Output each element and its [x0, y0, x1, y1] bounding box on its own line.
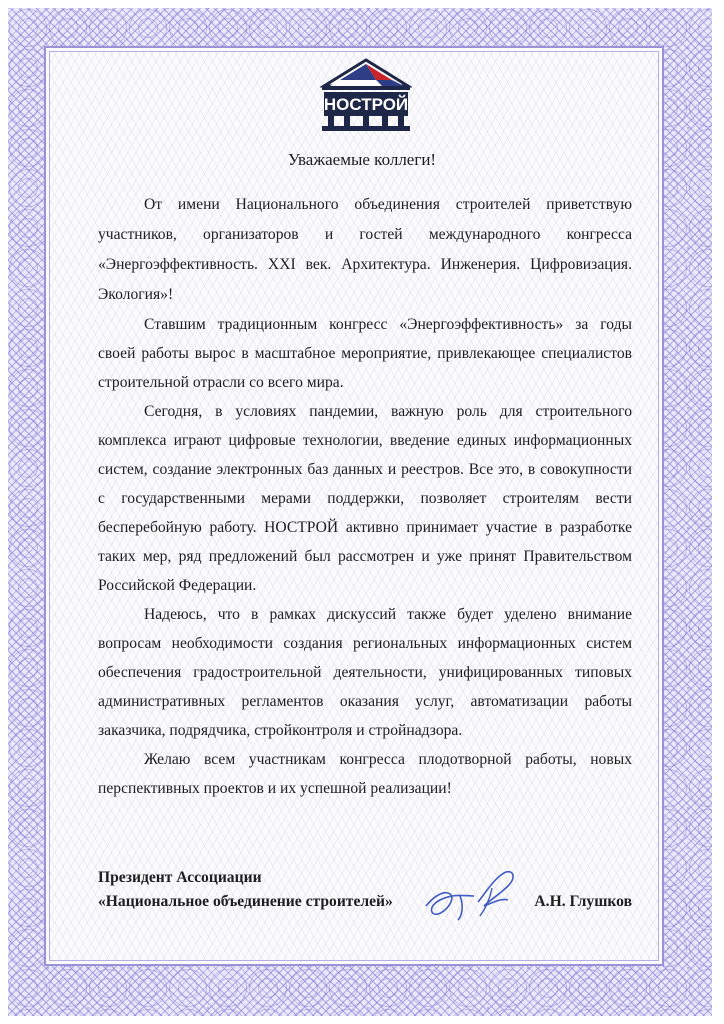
greeting: Уважаемые коллеги! [287, 150, 437, 169]
paragraph-congress: Ставшим традиционным конгресс «Энергоэффективность» за годы своей работы вырос в масштабное мероприятие, привлекающее специалистов строительной отрасли со всего мира. [98, 316, 632, 391]
letter-body [98, 190, 632, 803]
paragraph-hope: Надеюсь, что в рамках дискуссий также будет уделено внимание вопросам необходимости создания региональных информационных систем обеспечения градостроительной деятельности, унифицированных типовых административных регламентов оказания услуг, автоматизации работы заказчика, подрядчика, стройконтроля и стройнадзора. [98, 606, 632, 739]
logo-text: НОСТРОЙ [323, 95, 409, 114]
signatory-organization: «Национальное объединение строителей» [98, 893, 393, 910]
signatory-name: А.Н. Глушков [534, 893, 632, 910]
nostroy-logo [320, 58, 412, 132]
signature-block [98, 866, 632, 914]
paragraph-digital: Сегодня, в условиях пандемии, важную роль для строительного комплекса играют цифровые технологии, введение единых информационных систем, создание электронных баз данных и реестров. Все это, в совокупности с государственными мерами поддержки, позволяет строителям вести бесперебойную работу. НОСТРОЙ активно принимает участие в разработке таких мер, ряд предложений был рассмотрен и уже принят Правительством Российской Федерации. [98, 403, 632, 594]
paragraph-wishes: Желаю всем участникам конгресса плодотворной работы, новых перспективных проектов и их успешной реализации! [98, 751, 632, 797]
handwritten-signature [420, 866, 525, 924]
signatory-title: Президент Ассоциации [98, 869, 262, 886]
paragraph-welcome: От имени Национального объединения строителей приветствую участников, организаторов и гостей международного конгресса «Энергоэффективность. XXI век. Архитектура. Инженерия. Цифровизация. Экология»! [98, 196, 632, 303]
